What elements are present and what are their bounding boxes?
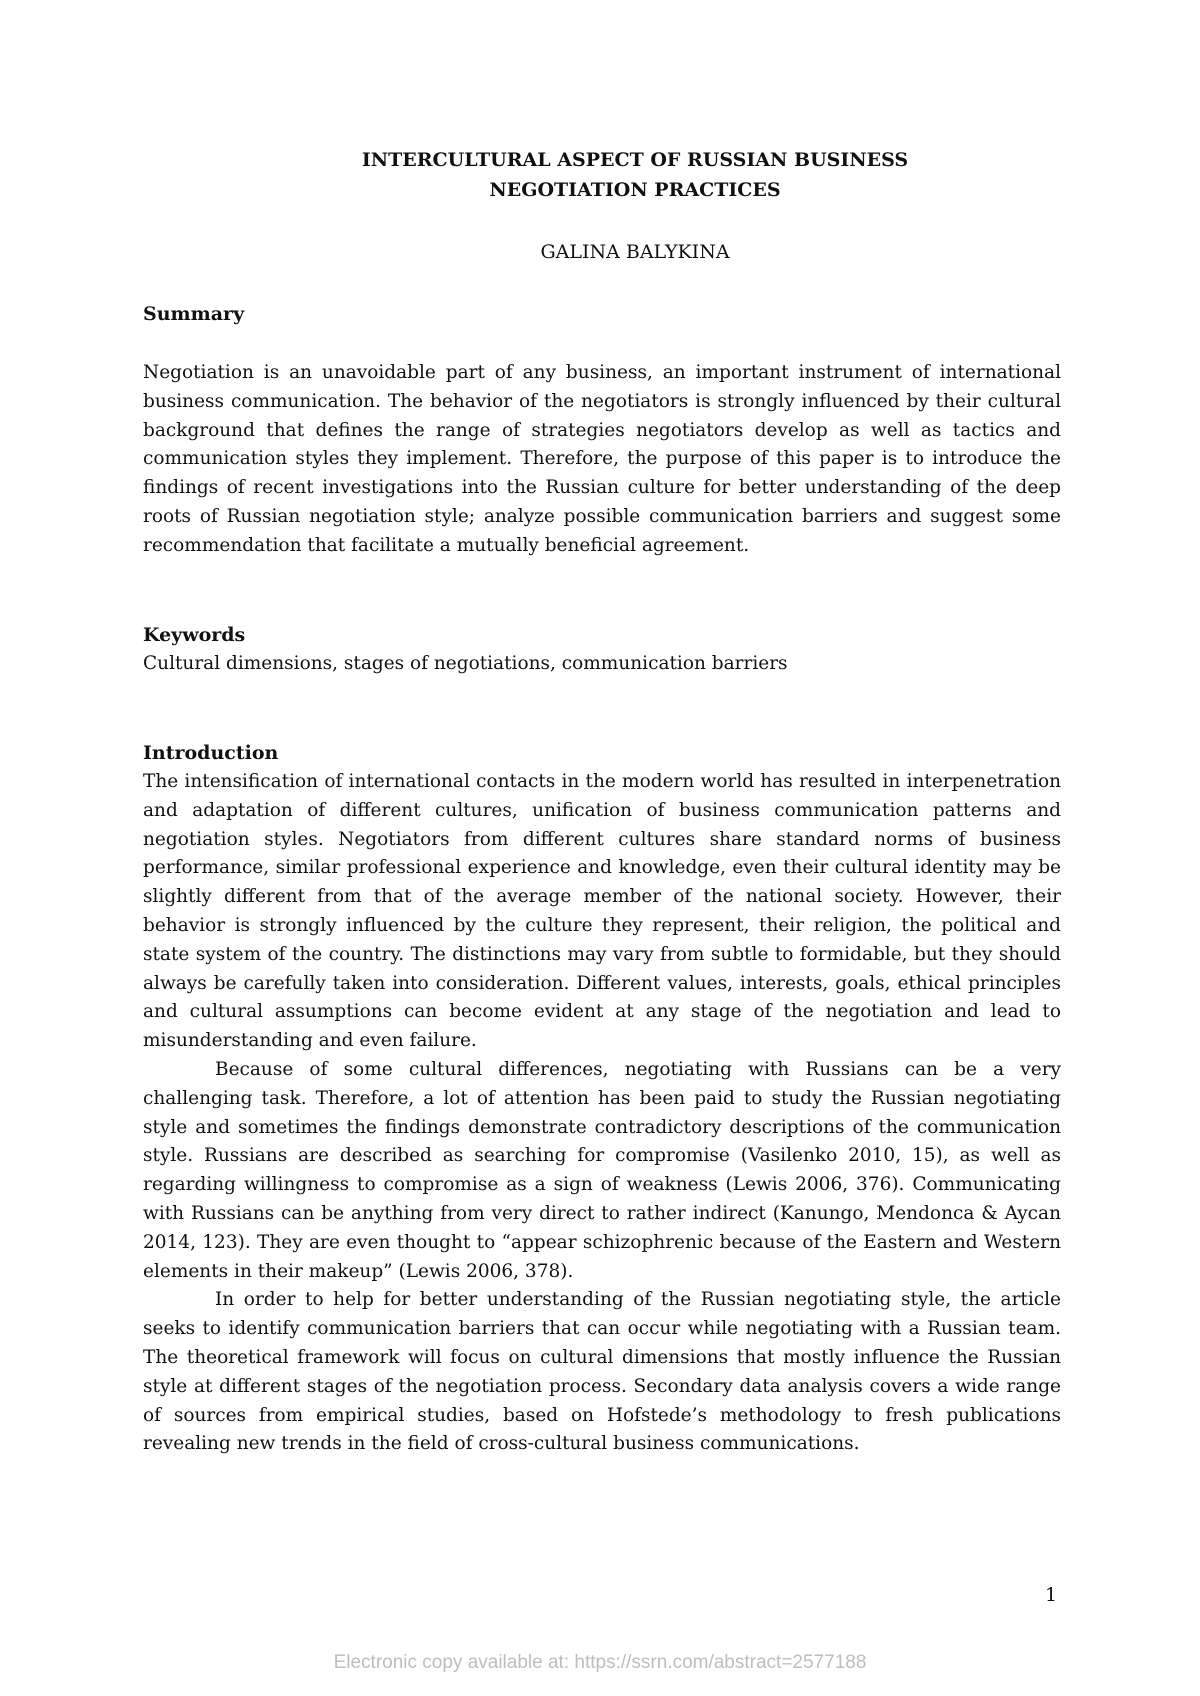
intro-paragraph-2: Because of some cultural differences, negotiating with Russians can be a very challenging task. Therefore, a lot of attention has been paid to study the Russian negotiating style and sometimes the findings demonstrate contradictory descriptions of the communication style. Russians are described as searching for compromise (Vasilenko 2010, 15), as well as regarding willingness to compromise as a sign of weakness (Lewis 2006, 376). Communicating with Russians can be anything from very direct to rather indirect (Kanungo, Mendonca & Aycan 2014, 123). They are even thought to “appear schizophrenic because of the Eastern and Western elements in their makeup” (Lewis 2006, 378). <box>143 1058 1061 1282</box>
paper-title <box>0 145 1200 205</box>
title-line-1: INTERCULTURAL ASPECT OF RUSSIAN BUSINESS <box>361 149 909 171</box>
introduction-body <box>143 768 1061 1459</box>
keywords-text: Cultural dimensions, stages of negotiations, communication barriers <box>143 653 788 674</box>
summary-text: Negotiation is an unavoidable part of any business, an important instrument of international business communication. The behavior of the negotiators is strongly influenced by their cultural background that defines the range of strategies negotiators develop as well as tactics and communication styles they implement. Therefore, the purpose of this paper is to introduce the findings of recent investigations into the Russian culture for better understanding of the deep roots of Russian negotiation style; analyze possible communication barriers and suggest some recommendation that facilitate a mutually beneficial agreement. <box>143 362 1061 556</box>
ssrn-footer: Electronic copy available at: https://ssrn.com/abstract=2577188 <box>333 1652 867 1673</box>
author-name: GALINA BALYKINA <box>540 241 730 263</box>
intro-paragraph-1: The intensification of international contacts in the modern world has resulted in interpenetration and adaptation of different cultures, unification of business communication patterns and negotiation styles. Negotiators from different cultures share standard norms of business performance, similar professional experience and knowledge, even their cultural identity may be slightly different from that of the average member of the national society. However, their behavior is strongly influenced by the culture they represent, their religion, the political and state system of the country. The distinctions may vary from subtle to formidable, but they should always be carefully taken into consideration. Different values, interests, goals, ethical principles and cultural assumptions can become evident at any stage of the negotiation and lead to misunderstanding and even failure. <box>143 771 1061 1052</box>
summary-heading: Summary <box>143 303 245 325</box>
title-line-2: NEGOTIATION PRACTICES <box>489 179 781 201</box>
introduction-heading: Introduction <box>143 742 279 764</box>
intro-paragraph-3: In order to help for better understanding of the Russian negotiating style, the article seeks to identify communication barriers that can occur while negotiating with a Russian team. The theoretical framework will focus on cultural dimensions that mostly influence the Russian style at different stages of the negotiation process. Secondary data analysis covers a wide range of sources from empirical studies, based on Hofstede’s methodology to fresh publications revealing new trends in the field of cross-cultural business communications. <box>143 1289 1061 1455</box>
summary-paragraph <box>143 359 1061 561</box>
keywords-paragraph <box>143 650 1061 679</box>
keywords-heading: Keywords <box>143 624 246 646</box>
page-number: 1 <box>1045 1584 1058 1606</box>
